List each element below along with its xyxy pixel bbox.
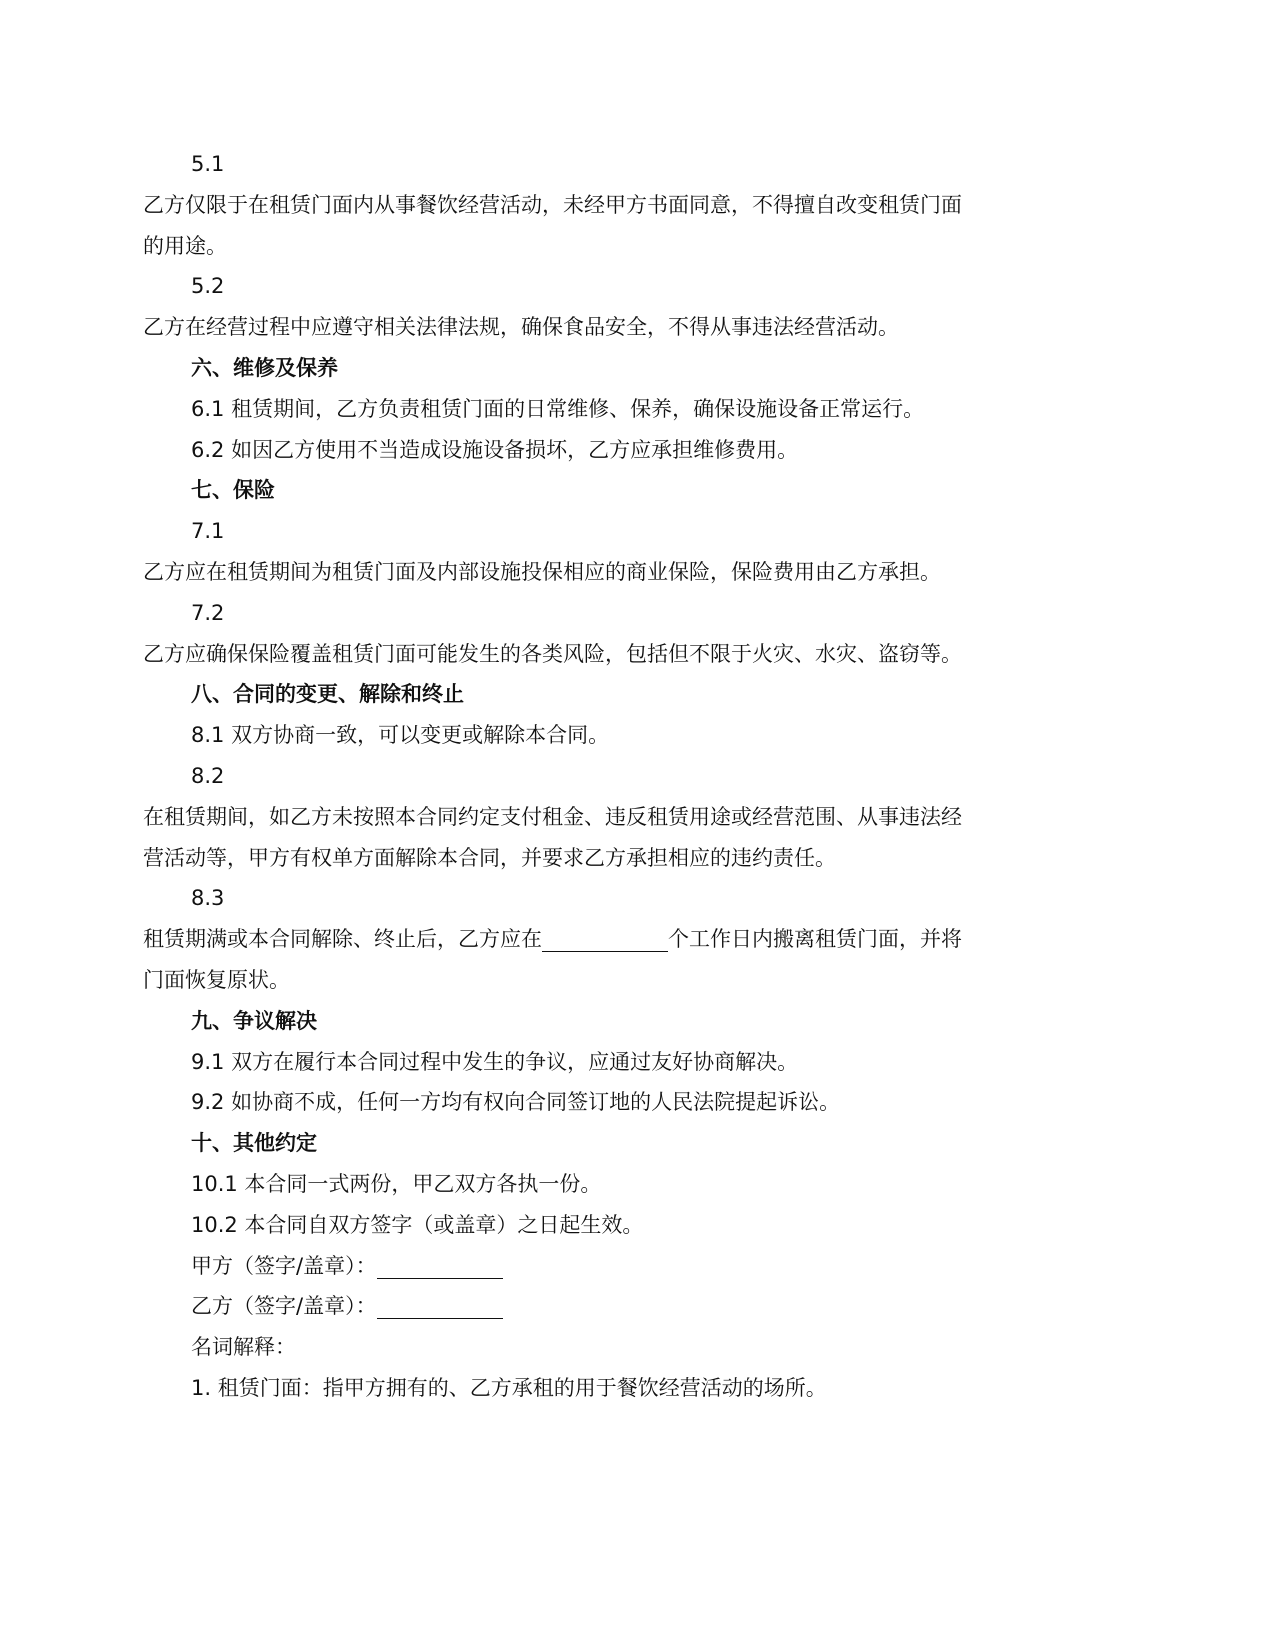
clause-number: 5.1: [191, 152, 225, 176]
clause-number: 8.3: [191, 886, 225, 911]
section-heading: 九、争议解决: [191, 1008, 317, 1033]
blank-field-days[interactable]: [542, 925, 668, 952]
section-heading: 六、维修及保养: [191, 355, 338, 380]
clause: 9.1 双方在履行本合同过程中发生的争议，应通过友好协商解决。: [191, 1049, 799, 1074]
paragraph-line: 在租赁期间，如乙方未按照本合同约定支付租金、违反租赁用途或经营范围、从事违法经: [143, 804, 962, 829]
clause: 8.1 双方协商一致，可以变更或解除本合同。: [191, 723, 610, 748]
clause-number: 5.2: [191, 274, 225, 299]
paragraph-line: 门面恢复原状。: [143, 967, 290, 992]
signature-field-party-b[interactable]: [377, 1292, 503, 1319]
section-heading: 八、合同的变更、解除和终止: [191, 682, 464, 707]
clause-number: 7.1: [191, 519, 225, 544]
glossary-title: 名词解释：: [191, 1335, 296, 1360]
clause: 6.2 如因乙方使用不当造成设施设备损坏，乙方应承担维修费用。: [191, 437, 799, 462]
text: 个工作日内搬离租赁门面，并将: [668, 927, 962, 952]
label: 甲方（签字/盖章）：: [191, 1253, 377, 1278]
clause: 10.2 本合同自双方签字（或盖章）之日起生效。: [191, 1212, 644, 1237]
text: 租赁期满或本合同解除、终止后，乙方应在: [143, 927, 542, 952]
clause-number: 7.2: [191, 600, 225, 625]
clause: 9.2 如协商不成，任何一方均有权向合同签订地的人民法院提起诉讼。: [191, 1090, 841, 1115]
paragraph-line: 乙方仅限于在租赁门面内从事餐饮经营活动，未经甲方书面同意，不得擅自改变租赁门面: [143, 192, 962, 217]
clause-number: 8.2: [191, 763, 225, 788]
glossary-item: 1. 租赁门面：指甲方拥有的、乙方承租的用于餐饮经营活动的场所。: [191, 1375, 827, 1400]
label: 乙方（签字/盖章）：: [191, 1294, 377, 1319]
paragraph-line: 乙方在经营过程中应遵守相关法律法规，确保食品安全，不得从事违法经营活动。: [143, 315, 899, 340]
signature-line-party-b: [143, 1286, 1083, 1327]
signature-line-party-a: [143, 1246, 1083, 1287]
paragraph-line: 的用途。: [143, 233, 227, 258]
clause: 6.1 租赁期间，乙方负责租赁门面的日常维修、保养，确保设施设备正常运行。: [191, 396, 925, 421]
section-heading: 七、保险: [191, 478, 275, 503]
paragraph-line: 营活动等，甲方有权单方面解除本合同，并要求乙方承担相应的违约责任。: [143, 845, 836, 870]
section-heading: 十、其他约定: [191, 1131, 317, 1156]
paragraph-line: 乙方应确保保险覆盖租赁门面可能发生的各类风险，包括但不限于火灾、水灾、盗窃等。: [143, 641, 962, 666]
signature-field-party-a[interactable]: [377, 1252, 503, 1279]
paragraph-line: 乙方应在租赁期间为租赁门面及内部设施投保相应的商业保险，保险费用由乙方承担。: [143, 559, 941, 584]
document-body: [143, 144, 1083, 1409]
clause: 10.1 本合同一式两份，甲乙双方各执一份。: [191, 1171, 602, 1196]
paragraph-line: [143, 919, 1083, 960]
